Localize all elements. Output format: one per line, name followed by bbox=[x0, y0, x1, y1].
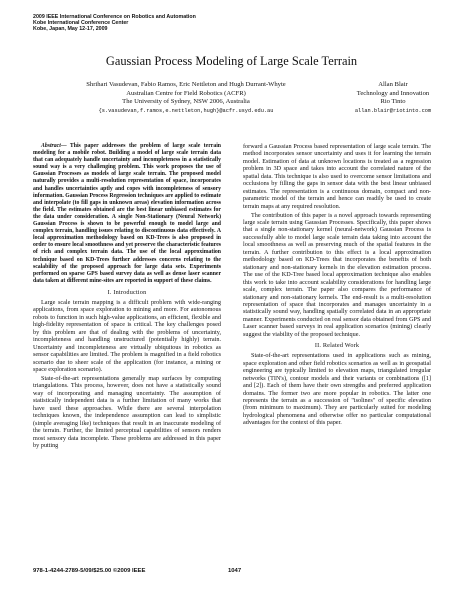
left-column bbox=[33, 143, 221, 451]
author-affiliation: Australian Centre for Field Robotics (ACFR) bbox=[126, 89, 246, 97]
author-organization: Rio Tinto bbox=[380, 98, 406, 106]
abstract-text: — This paper addresses the problem of large scale terrain modeling for a mobile robot. Building a model of large scale terrain data that can adequately handle uncertainty and incompleteness in a statistically sound way is a very challenging problem. This work proposes the use of Gaussian Processes as models of large scale terrain. The proposed model naturally provides a multi-resolution representation of space, incorporates and handles uncertainties aptly and copes with incompleteness of sensory information. Gaussian Process Regression techniques are applied to estimate and interpolate (to fill gaps in unknown areas) elevation information across the field. The estimates obtained are the best linear unbiased estimates for the data under consideration. A single Non-Stationary (Neural Network) Gaussian Process is shown to be powerful enough to model large and complex terrain, handling issues relating to discontinuous data effectively. A local approximation methodology based on KD-Trees is also proposed in order to ensure local smoothness and yet preserve the characteristic features of rich and complex terrain data. The use of the local approximation technique based on KD-Trees further addresses concerns relating to the scalability of the proposed approach for large data sets. Experiments performed on sparse GPS based survey data as well as dense laser scanner data taken at different mine-sites are reported in support of these claims. bbox=[33, 143, 221, 284]
paragraph: The contribution of this paper is a novel approach towards representing large scale terrain using Gaussian Processes. Specifically, this paper shows that a single non-stationary kernel (neural-network) Gaussian Process is successfully able to model large scale terrain data taking into account the local smoothness as well as preserving much of the spatial features in the terrain. A further contribution to this effect is a local approximation methodology based on KD-Trees that incorporates the benefits of both stationary and non-stationary kernels in the elevation estimation process. The use of the KD-Tree based local approximation technique also enables this work to take into account scalability considerations for handling large scale, complex terrain. The paper also compares the performance of stationary and non-stationary kernels. The end-result is a multi-resolution representation of space that incorporates and manages uncertainty in a statistically sound way, handling spatially correlated data in an appropriate manner. Experiments conducted on real sensor data obtained from GPS and Laser scanner based surveys in real application scenarios (mining) clearly suggest the viability of the proposed technique. bbox=[243, 211, 431, 338]
paragraph: forward a Gaussian Process based representation of large scale terrain. The method incorporates sensor uncertainty and uses it for learning the terrain model. Estimation of data at unknown locations is treated as a regression problem in 3D space and takes into account the correlated nature of the spatial data. This technique is also used to overcome sensor limitations and occlusions by filling the gaps in sensor data with the best linear unbiased estimates. The representation is a continuous domain, compact and non-parametric model of the terrain and hence can readily be used to create terrain maps at any required resolution. bbox=[243, 143, 431, 210]
author-block-acfr bbox=[40, 81, 332, 115]
right-column bbox=[243, 143, 431, 428]
copyright-footer: 978-1-4244-2789-5/09/$25.00 ©2009 IEEE bbox=[33, 568, 146, 574]
conference-name: 2009 IEEE International Conference on Robotics and Automation bbox=[33, 14, 196, 20]
paper-title: Gaussian Process Modeling of Large Scale Terrain bbox=[105, 54, 358, 68]
paragraph: Large scale terrain mapping is a difficult problem with wide-ranging applications, from space exploration to mining and more. For autonomous robots to function in such high-value applications, an efficient, flexible and high-fidelity representation of space is critical. The key challenges posed by this problem are that of dealing with the problems of uncertainty, incompleteness and handling unstructured (potentially highly) terrain. Uncertainty and incompleteness are virtually ubiquitous in robotics as sensor capabilities are limited. The problem is magnified in a field robotics scenario due to sheer scale of the application (for instance, a mining or space exploration scenario). bbox=[33, 298, 221, 373]
author-email: allan.blair@riotinto.com bbox=[354, 107, 432, 114]
conference-location-date: Kobe, Japan, May 12-17, 2009 bbox=[33, 26, 108, 33]
page-number: 1047 bbox=[228, 568, 242, 574]
conference-header bbox=[33, 14, 433, 32]
author-affiliation: Technology and Innovation bbox=[356, 89, 430, 97]
author-block-rio-tinto bbox=[346, 81, 440, 115]
section-heading-introduction: I. Introduction bbox=[107, 288, 147, 296]
conference-venue: Kobe International Conference Center bbox=[33, 20, 129, 27]
section-heading-related-work: II. Related Work bbox=[314, 342, 360, 350]
paragraph: State-of-the-art representations generally map surfaces by computing triangulations. This process, however, does not have a statistically sound way of incorporating and managing uncertainty. The assumption of statistically independent data is a further limitation of many works that have used these approaches. While there are several interpolation techniques known, the independence assumption can lead to simplistic (simple averaging like) techniques that result in an inaccurate modeling of the terrain. Further, the limited perceptual capabilities of sensors renders most sensory data incomplete. These problems are addressed in this paper by putting bbox=[33, 374, 221, 449]
abstract-label: Abstract bbox=[41, 143, 61, 149]
author-names: Shrihari Vasudevan, Fabio Ramos, Eric Nettleton and Hugh Durrant-Whyte bbox=[86, 81, 286, 88]
paragraph: State-of-the-art representations used in applications such as mining, space exploration and other field robotics scenarios as well as in geospatial engineering are typically limited to elevation maps, triangulated irregular networks (TIN's), contour models and their variants or combinations ([1] and [2]). Each of them have their own strengths and preferred application domains. The former two are more popular in robotics. The latter one represents the terrain as a succession of "isolines" of specific elevation (from minimum to maximum). They are particularly suited for modeling hydrological phenomena and otherwise offer no particular computational advantages for the context of this paper. bbox=[243, 352, 431, 427]
abstract bbox=[33, 143, 221, 285]
author-name: Allan Blair bbox=[378, 81, 408, 88]
author-email: {s.vasudevan,f.ramos,e.nettleton,hugh}@acfr.usyd.edu.au bbox=[98, 107, 274, 114]
author-address: The University of Sydney, NSW 2006, Australia bbox=[122, 98, 250, 106]
